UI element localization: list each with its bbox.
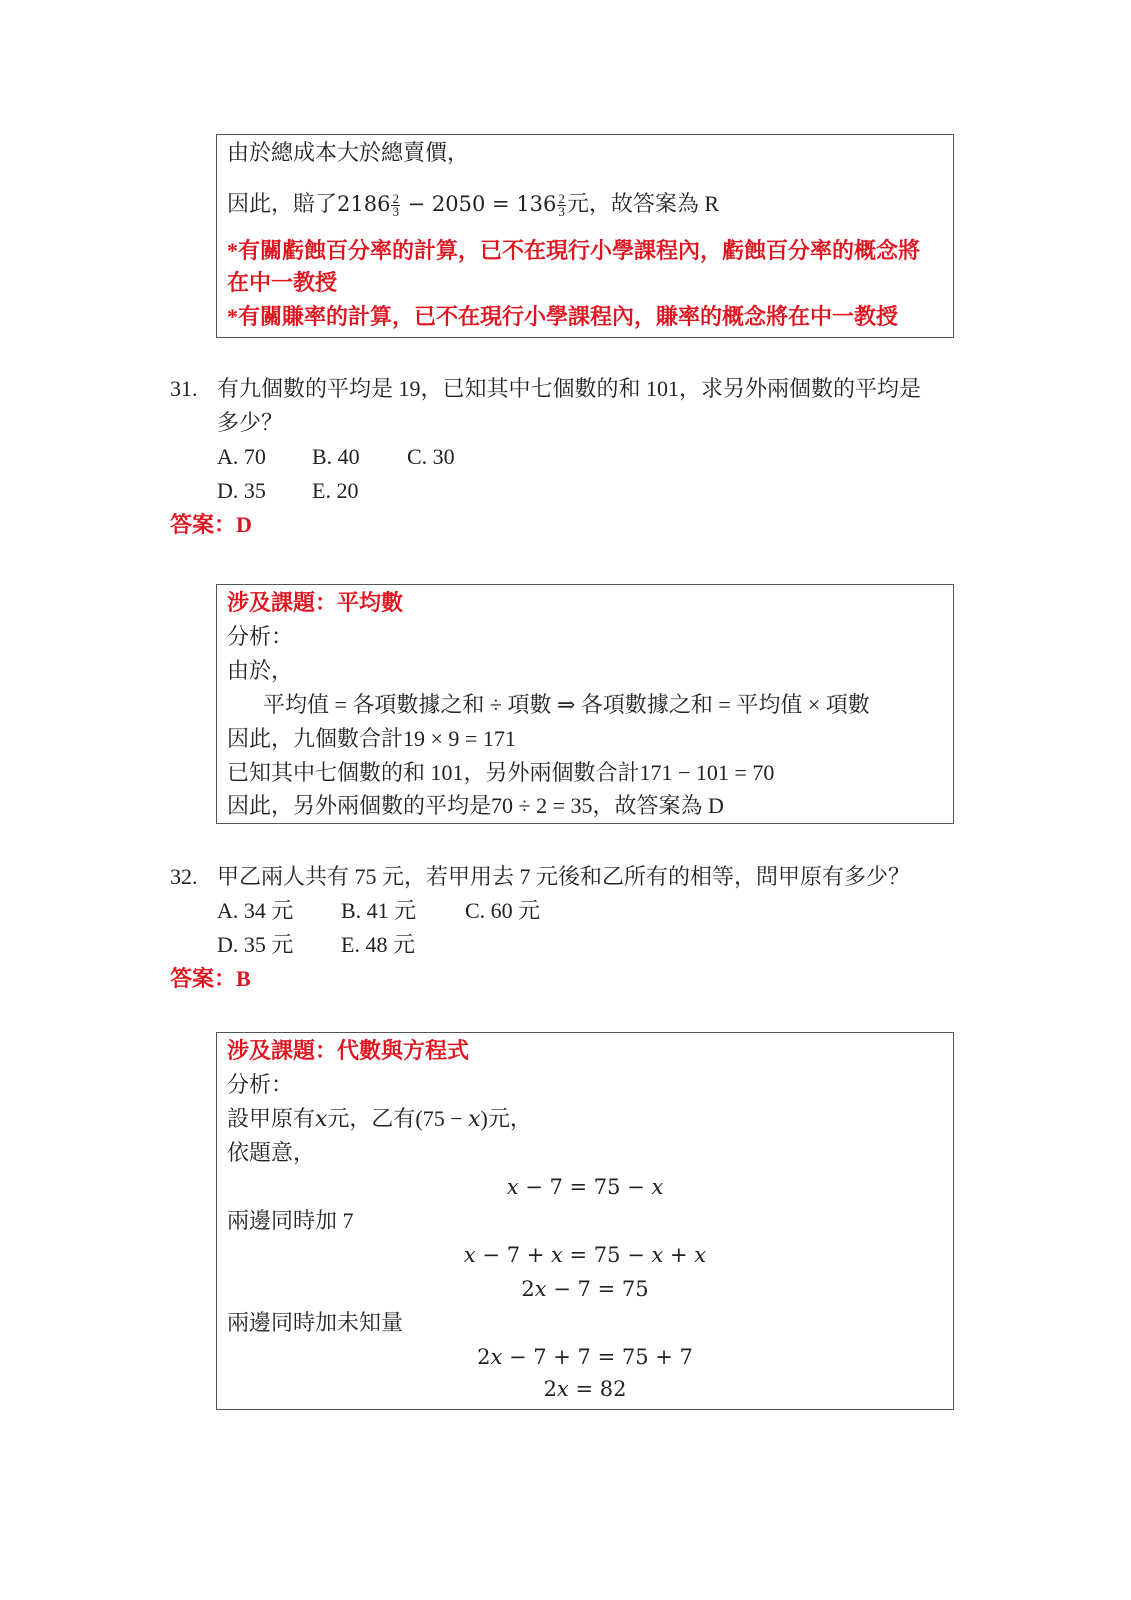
question-text: 有九個數的平均是 19，已知其中七個數的和 101，求另外兩個數的平均是: [217, 376, 922, 401]
solution-box-30: [216, 134, 954, 338]
text-fragment: 元，故答案為 R: [566, 191, 720, 216]
note-line: *有關虧蝕百分率的計算，已不在現行小學課程內，虧蝕百分率的概念將: [227, 238, 921, 263]
option: B. 41 元: [341, 898, 417, 923]
solution-line: 分析：: [227, 624, 294, 649]
solution-box-31: [216, 584, 954, 824]
equation-line: 2𝑥 − 7 + 7 = 75 + 7: [477, 1345, 693, 1369]
solution-line: 已知其中七個數的和 101，另外兩個數合計171 − 101 = 70: [227, 760, 775, 785]
option: A. 34 元: [217, 898, 294, 923]
topic-label: 涉及課題：代數與方程式: [227, 1038, 470, 1063]
option: B. 40: [312, 444, 360, 469]
fraction-denominator: 3: [392, 204, 399, 220]
equation-line: 𝑥 − 7 = 75 − 𝑥: [506, 1175, 664, 1199]
fraction-numerator: 2: [558, 191, 565, 207]
formula-line: 平均值 = 各項數據之和 ÷ 項數 ⇒ 各項數據之和 = 平均值 × 項數: [263, 692, 870, 717]
question-text: 甲乙兩人共有 75 元，若甲用去 7 元後和乙所有的相等，問甲原有多少？: [217, 864, 911, 889]
question-number: 32.: [170, 864, 198, 889]
option: D. 35 元: [217, 932, 294, 957]
solution-line: 因此，九個數合計19 × 9 = 171: [227, 726, 516, 751]
equation-line: 2𝑥 − 7 = 75: [521, 1277, 649, 1301]
option: D. 35: [217, 478, 266, 503]
solution-line-loss: [227, 190, 719, 218]
option: E. 48 元: [341, 932, 415, 957]
answer-label: 答案：B: [170, 966, 251, 991]
equation-line: 2𝑥 = 82: [543, 1377, 627, 1401]
math-whole: 136: [516, 192, 557, 216]
fraction: [557, 193, 566, 218]
solution-line: 由於，: [227, 658, 294, 683]
equation-line: 𝑥 − 7 + 𝑥 = 75 − 𝑥 + 𝑥: [463, 1243, 707, 1267]
question-text: 多少？: [217, 410, 284, 435]
solution-line: 兩邊同時加未知量: [227, 1310, 404, 1335]
solution-line: 由於總成本大於總賣價，: [227, 140, 470, 165]
fraction-numerator: 2: [392, 191, 399, 207]
answer-label: 答案：D: [170, 512, 252, 537]
fraction-denominator: 3: [558, 204, 565, 220]
solution-line: 分析：: [227, 1072, 294, 1097]
option: E. 20: [312, 478, 359, 503]
solution-box-32: [216, 1032, 954, 1410]
math-whole: 2186: [337, 192, 391, 216]
solution-line: 依題意，: [227, 1140, 316, 1165]
note-line: 在中一教授: [227, 270, 338, 295]
solution-line: 設甲原有𝑥元，乙有(75 − 𝑥)元，: [227, 1106, 532, 1131]
note-line: *有關賺率的計算，已不在現行小學課程內，賺率的概念將在中一教授: [227, 304, 899, 329]
question-number: 31.: [170, 376, 198, 401]
option: C. 30: [407, 444, 455, 469]
option: A. 70: [217, 444, 266, 469]
math-expression: − 2050 =: [400, 192, 517, 216]
solution-line: 因此，另外兩個數的平均是70 ÷ 2 = 35，故答案為 D: [227, 793, 724, 818]
fraction: [391, 193, 400, 218]
text-fragment: 因此，賠了: [227, 191, 338, 216]
topic-label: 涉及課題：平均數: [227, 590, 404, 615]
solution-line: 兩邊同時加 7: [227, 1208, 354, 1233]
option: C. 60 元: [465, 898, 541, 923]
